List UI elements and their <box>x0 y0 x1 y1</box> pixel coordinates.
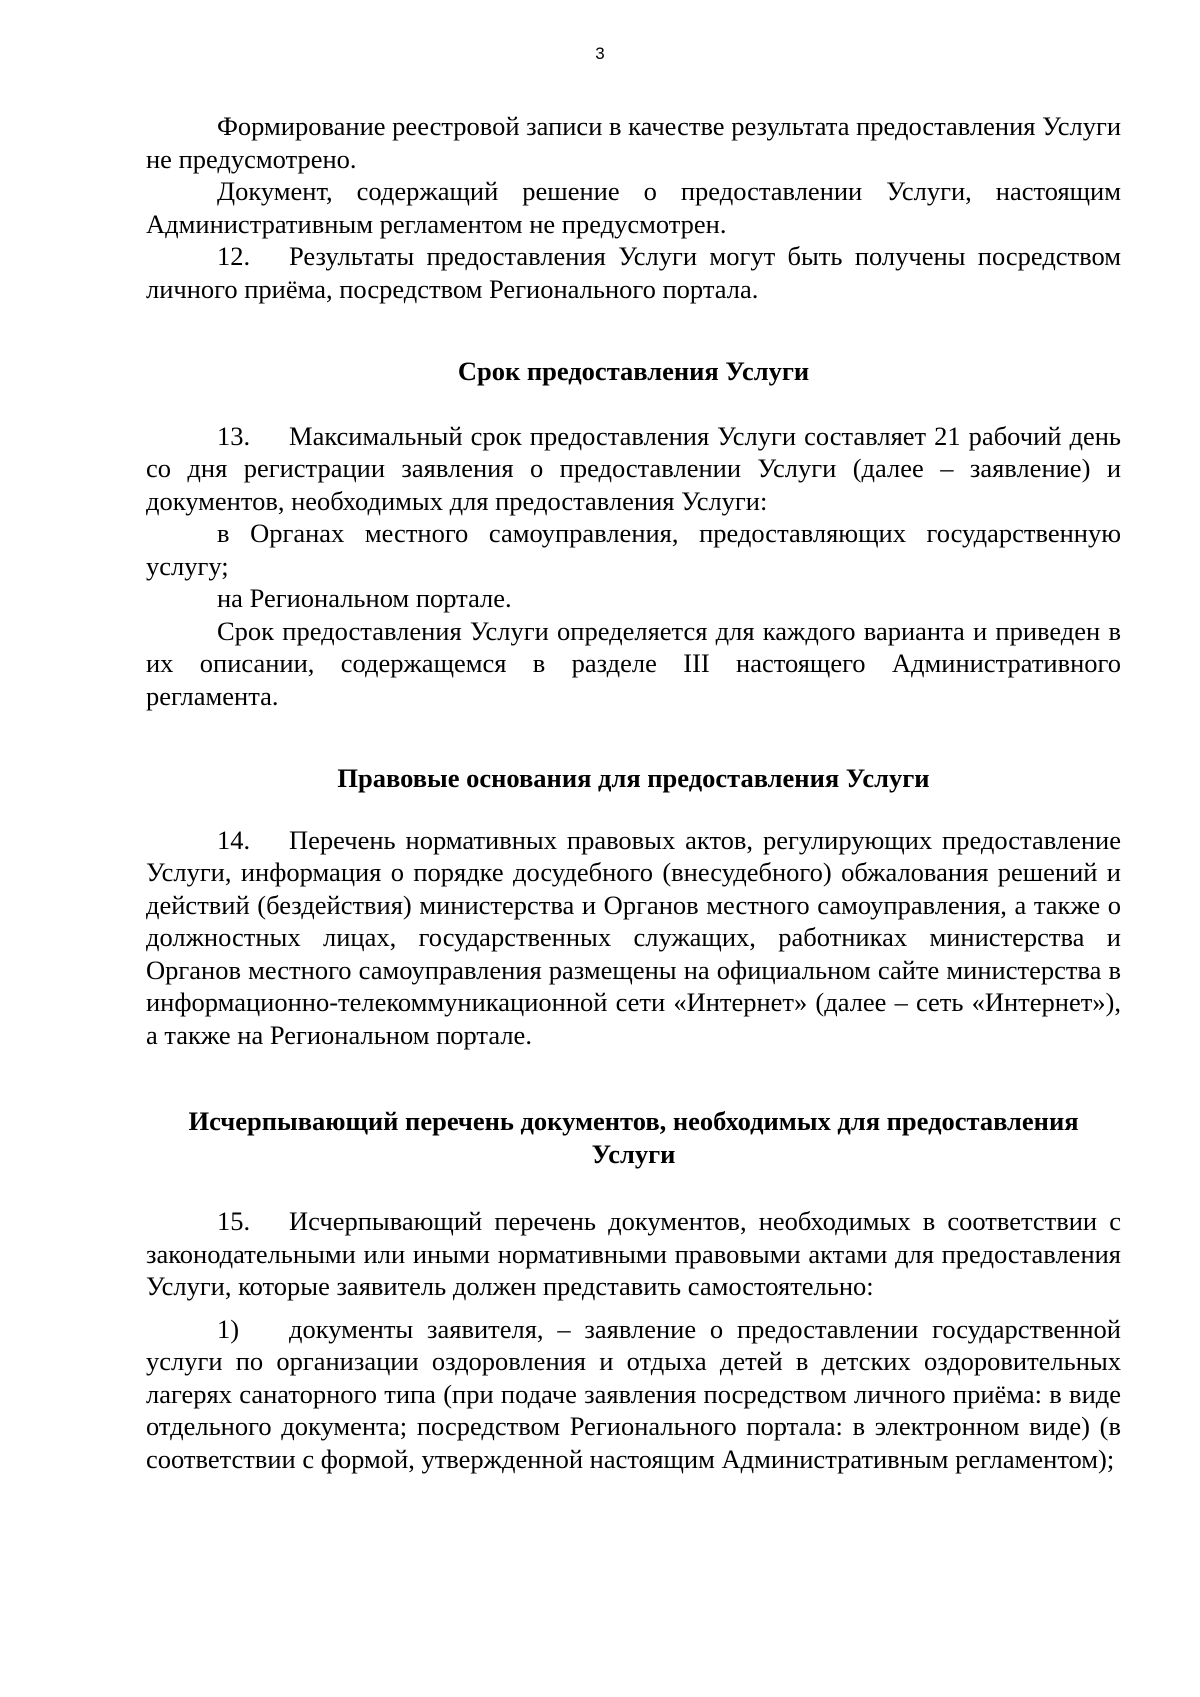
numbered-paragraph-14 <box>146 824 1121 1052</box>
paragraph: Формирование реестровой записи в качестве результата предоставления Услуги не предусмотрено. <box>146 111 1121 174</box>
list-item-number: 1) <box>217 1313 240 1344</box>
numbered-paragraph-12 <box>146 240 1121 305</box>
paragraph-text: Результаты предоставления Услуги могут быть получены посредством личного приёма, посредством Регионального портала. <box>146 241 1121 304</box>
section-heading-term: Срок предоставления Услуги <box>457 356 810 386</box>
heading-line: Исчерпывающий перечень документов, необходимых для предоставления <box>188 1106 1079 1136</box>
numbered-paragraph-13 <box>146 420 1121 518</box>
paragraph: в Органах местного самоуправления, предоставляющих государственную услугу; <box>146 518 1121 581</box>
list-item-text: документы заявителя, – заявление о предоставлении государственной услуги по организации оздоровления и отдыха детей в детских оздоровительных лагерях санаторного типа (при подаче заявления посредством личного приёма: в виде отдельного документа; посредством Регионального портала: в электронном виде) (в соответствии с формой, утвержденной настоящим Административным регламентом); <box>146 1313 1121 1474</box>
paragraph-number: 13. <box>217 420 251 451</box>
section-heading-documents <box>146 1105 1121 1170</box>
page-number: 3 <box>595 44 605 63</box>
heading-line: Услуги <box>591 1138 676 1169</box>
paragraph-number: 12. <box>217 241 251 271</box>
paragraph-text: Исчерпывающий перечень документов, необходимых в соответствии с законодательными или иными нормативными правовыми актами для предоставления Услуги, которые заявитель должен представить самостоятельно: <box>146 1206 1121 1301</box>
section-heading-legal-basis: Правовые основания для предоставления Услуги <box>337 763 930 793</box>
paragraph-number: 14. <box>217 824 251 855</box>
paragraph-text: Перечень нормативных правовых актов, регулирующих предоставление Услуги, информация о порядке досудебного (внесудебного) обжалования решений и действий (бездействия) министерства и Органов местного самоуправления, а также о должностных лицах, государственных служащих, работниках министерства и Органов местного самоуправления размещены на официальном сайте министерства в информационно-телекоммуникационной сети «Интернет» (далее – сеть «Интернет»), а также на Региональном портале. <box>146 824 1121 1050</box>
paragraph: на Региональном портале. <box>217 583 512 613</box>
paragraph-text: Максимальный срок предоставления Услуги составляет 21 рабочий день со дня регистрации заявления о предоставлении Услуги (далее – заявление) и документов, необходимых для предоставления Услуги: <box>146 420 1121 516</box>
document-body <box>146 110 1121 1475</box>
paragraph-number: 15. <box>217 1206 251 1236</box>
paragraph: Срок предоставления Услуги определяется для каждого варианта и приведен в их описании, содержащемся в разделе III настоящего Административного регламента. <box>146 615 1121 711</box>
list-item-1 <box>146 1313 1121 1476</box>
numbered-paragraph-15 <box>146 1205 1121 1303</box>
paragraph: Документ, содержащий решение о предоставлении Услуги, настоящим Административным регламентом не предусмотрен. <box>146 176 1121 239</box>
